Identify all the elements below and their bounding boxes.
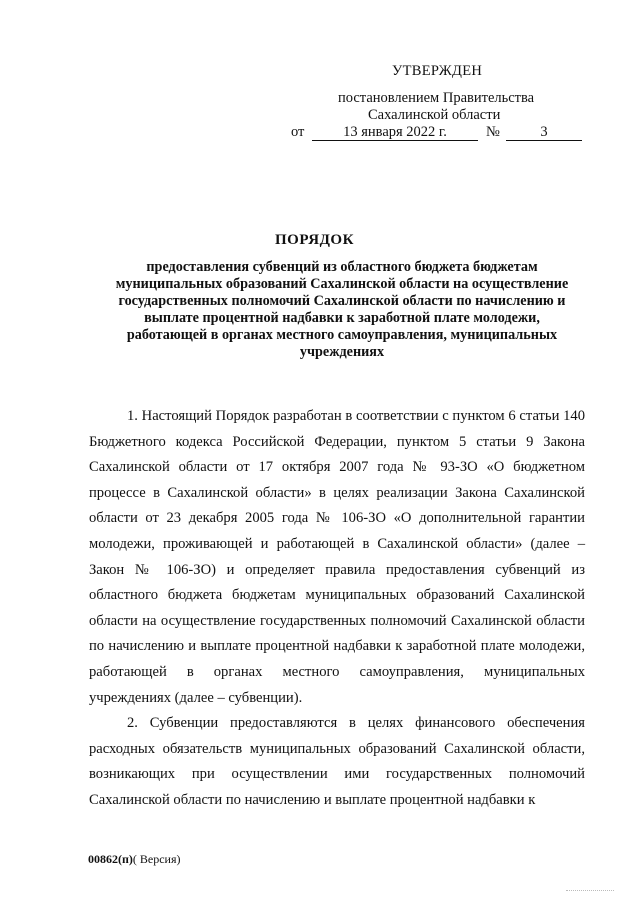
approval-line-1: постановлением Правительства <box>338 90 535 106</box>
approval-date-row <box>291 123 591 143</box>
paragraph-2: 2. Субвенции предоставляются в целях финансового обеспечения расходных обязательств муниципальных образований Сахалинской области, возникающих при осуществлении ими государственных полномочий Сахалинской области по начислению и выплате процентной надбавки к <box>89 715 585 808</box>
footer-code <box>88 852 181 867</box>
approval-title: УТВЕРЖДЕН <box>392 63 483 79</box>
document-body <box>89 404 585 814</box>
document-version: ( Версия) <box>132 852 181 866</box>
document-heading: ПОРЯДОК <box>275 232 354 248</box>
date-label: от <box>291 124 305 140</box>
document-subtitle: предоставления субвенций из областного бюджета бюджетам муниципальных образований Сахалинской области на осуществление государственных полномочий Сахалинской области по начислению и выплате процентной надбавки к заработной плате молодежи, работающей в органах местного самоуправления, муниципальных учреждениях <box>115 259 569 360</box>
paragraph-1: 1. Настоящий Порядок разработан в соответствии с пунктом 6 статьи 140 Бюджетного кодекса Российской Федерации, пунктом 5 статьи 9 Закона Сахалинской области от 17 октября 2007 года № 93-ЗО «О бюджетном процессе в Сахалинской области» в целях реализации Закона Сахалинской области от 23 декабря 2005 года № 106-ЗО «О дополнительной гарантии молодежи, проживающей и работающей в Сахалинской области» (далее – Закон № 106-ЗО) и определяет правила предоставления субвенций из областного бюджета бюджетам муниципальных образований Сахалинской области на осуществление государственных полномочий Сахалинской области по начислению и выплате процентной надбавки к заработной плате молодежи, работающей в органах местного самоуправления, муниципальных учреждениях (далее – субвенции). <box>89 408 585 706</box>
number-label: № <box>486 124 500 140</box>
approval-line-2: Сахалинской области <box>368 107 501 123</box>
approval-number: 3 <box>506 123 582 141</box>
scan-mark <box>566 890 614 897</box>
approval-date: 13 января 2022 г. <box>312 123 478 141</box>
document-code: 00862(п) <box>88 852 133 866</box>
